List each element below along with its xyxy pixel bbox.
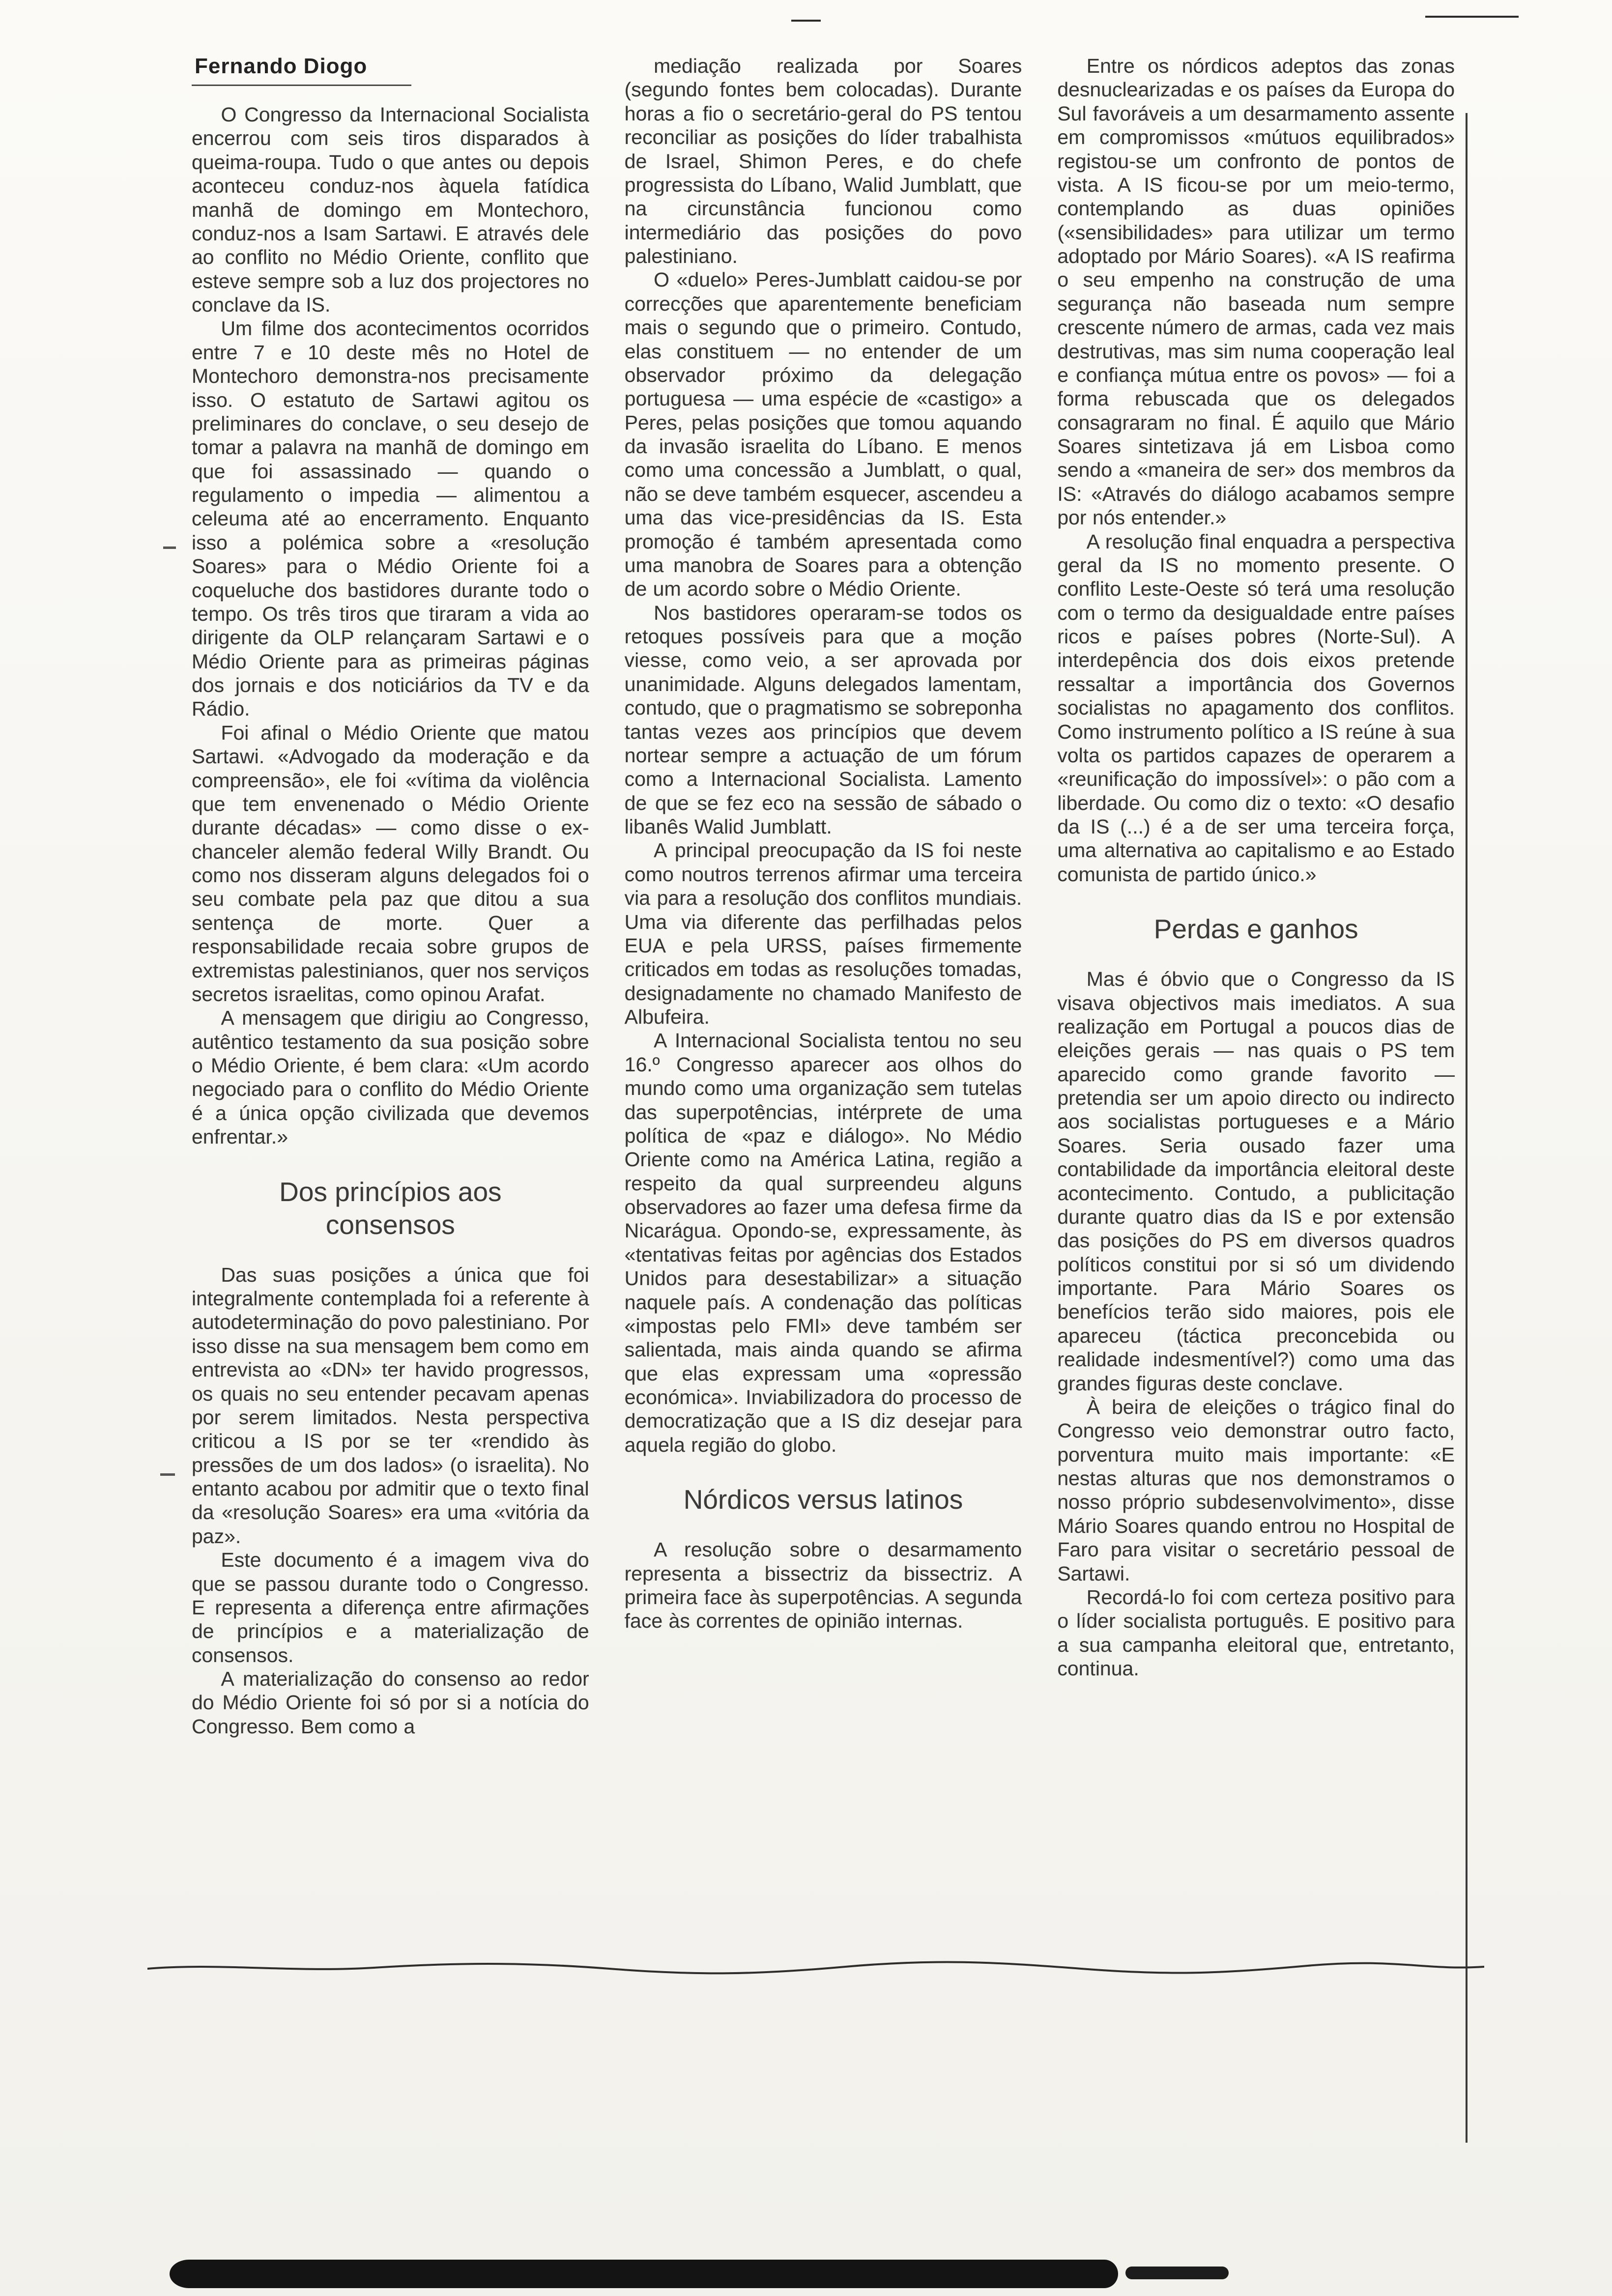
column-3: [1057, 54, 1455, 1680]
column-1: [192, 54, 589, 1738]
paragraph: A principal preocupação da IS foi neste como noutros terrenos afirmar uma terceira via para a resolução dos conflitos mundiais. Uma via diferente das perfilhadas pelos EUA e pela URSS, países firmemente criticados em todas as resoluções tomadas, designadamente no chamado Manifesto de Albufeira.: [624, 839, 1022, 1028]
section-heading-principios: Dos princípios aos consensos: [279, 1176, 502, 1240]
scan-edge-line: [791, 20, 821, 22]
paragraph: O Congresso da Internacional Socialista encerrou com seis tiros disparados à queima-roupa. Tudo o que antes ou depois aconteceu conduz-nos àquela fatídica manhã de domingo em Montechoro, conduz-nos a Isam Sartawi. E através dele ao conflito no Médio Oriente, conflito que esteve sempre sob a luz dos projectores no conclave da IS.: [192, 103, 589, 316]
paragraph: Mas é óbvio que o Congresso da IS visava objectivos mais imediatos. A sua realização em Portugal a poucos dias de eleições gerais — nas quais o PS tem aparecido como grande favorito — pretendia ser um apoio directo ou indirecto aos socialistas portugueses e a Mário Soares. Seria ousado fazer uma contabilidade da importância eleitoral deste acontecimento. Contudo, a publicitação durante quatro dias da IS e por extensão das posições do PS em diversos quadros políticos constitui por si só um dividendo importante. Para Mário Soares os benefícios terão sido maiores, pois ele apareceu (táctica preconcebida ou realidade indesmentível?) como uma das grandes figuras deste conclave.: [1057, 968, 1455, 1395]
article-body: [192, 54, 1455, 1738]
paragraph: Nos bastidores operaram-se todos os retoques possíveis para que a moção viesse, como veio, a ser aprovada por unanimidade. Alguns delegados lamentam, contudo, que o pragmatismo se sobreponha tantas vezes aos princípios que devem nortear sempre a actuação de um fórum como a Internacional Socialista. Lamento de que se fez eco na sessão de sábado o libanês Walid Jumblatt.: [624, 601, 1022, 838]
section-heading-nordicos: Nórdicos versus latinos: [683, 1484, 963, 1515]
column-rule-right: [1466, 113, 1468, 2143]
paragraph: Um filme dos acontecimentos ocorridos entre 7 e 10 deste mês no Hotel de Montechoro demonstra-nos precisamente isso. O estatuto de Sartawi agitou os preliminares do conclave, o seu desejo de tomar a palavra na manhã de domingo em que foi assassinado — quando o regulamento o impedia — alimentou a celeuma até ao encerramento. Enquanto isso a polémica sobre a «resolução Soares» para o Médio Oriente foi a coqueluche dos bastidores durante todo o tempo. Os três tiros que tiraram a vida ao dirigente da OLP relançaram Sartawi e o Médio Oriente para as primeiras páginas dos jornais e dos noticiários da TV e da Rádio.: [192, 317, 589, 720]
paragraph: A mensagem que dirigiu ao Congresso, autêntico testamento da sua posição sobre o Médio Oriente, é bem clara: «Um acordo negociado para o conflito do Médio Oriente é a única opção civilizada que devemos enfrentar.»: [192, 1006, 589, 1148]
section-heading-perdas: Perdas e ganhos: [1153, 914, 1358, 945]
paragraph: mediação realizada por Soares (segundo fontes bem colocadas). Durante horas a fio o secretário-geral do PS tentou reconciliar as posições do líder trabalhista de Israel, Shimon Peres, e do chefe progressista do Líbano, Walid Jumblatt, que na circunstância funcionou como intermediário das posições do povo palestiniano.: [624, 55, 1022, 267]
paragraph: A resolução final enquadra a perspectiva geral da IS no momento presente. O conflito Leste-Oeste só terá uma resolução com o termo da desigualdade entre países ricos e países pobres (Norte-Sul). A interdepência dos dois eixos pretende ressaltar a importância dos Governos socialistas no apagamento dos conflitos. Como instrumento político a IS reúne à sua volta os partidos capazes de operarem a «reunificação do impossível»: o pão com a liberdade. Ou como diz o texto: «O desafio da IS (...) é a de ser uma terceira força, uma alternativa ao capitalismo e ao Estado comunista de partido único.»: [1057, 530, 1455, 886]
paragraph: Foi afinal o Médio Oriente que matou Sartawi. «Advogado da moderação e da compreensão», ele foi «vítima da violência que tem envenenado o Médio Oriente durante décadas» — como disse o ex-chanceler alemão federal Willy Brandt. Ou como nos disseram alguns delegados foi o seu combate pela paz que ditou a sua sentença de morte. Quer a responsabilidade recaia sobre grupos de extremistas palestinianos, quer nos serviços secretos israelitas, como opinou Arafat.: [192, 721, 589, 1005]
bottom-rule-squiggle: [147, 1960, 1484, 1977]
paragraph: Entre os nórdicos adeptos das zonas desnuclearizadas e os países da Europa do Sul favoráveis a um desarmamento assente em compromissos «mútuos equilibrados» registou-se um confronto de pontos de vista. A IS ficou-se por um meio-termo, contemplando as duas opiniões («sensibilidades» para utilizar um termo adoptado por Mário Soares). «A IS reafirma o seu empenho na construção de uma segurança não baseada num sempre crescente número de armas, cada vez mais destrutivas, mas sim numa cooperação leal e confiança mútua entre os povos» — foi a forma rebuscada que os delegados consagraram no final. É aquilo que Mário Soares sintetizava já em Lisboa como sendo a «maneira de ser» dos membros da IS: «Através do diálogo acabamos sempre por nós entender.»: [1057, 55, 1455, 529]
scan-bottom-bar: [170, 2260, 1118, 2288]
paragraph: Este documento é a imagem viva do que se passou durante todo o Congresso. E representa a diferença entre afirmações de princípios e a materialização de consensos.: [192, 1549, 589, 1666]
scan-edge-line: [1425, 16, 1519, 18]
byline: Fernando Diogo: [192, 54, 411, 86]
paragraph: A Internacional Socialista tentou no seu 16.º Congresso aparecer aos olhos do mundo como uma organização sem tutelas das superpotências, intérprete de uma política de «paz e diálogo». No Médio Oriente como na América Latina, região a respeito da qual surpreendeu alguns observadores ao fazer uma defesa firme da Nicarágua. Opondo-se, expressamente, às «tentativas feitas por agências dos Estados Unidos para desestabilizar» a situação naquele país. A condenação das políticas «impostas pelo FMI» deve também ser salientada, mais ainda quando se afirma que elas expressam uma «opressão económica». Inviabilizadora do processo de democratização que a IS diz desejar para aquela região do globo.: [624, 1029, 1022, 1456]
paragraph: A materialização do consenso ao redor do Médio Oriente foi só por si a notícia do Congresso. Bem como a: [192, 1667, 589, 1738]
paragraph: À beira de eleições o trágico final do Congresso veio demonstrar outro facto, porventura muito mais importante: «E nestas alturas que nos demonstramos o nosso próprio subdesenvolvimento», disse Mário Soares quando entrou no Hospital de Faro para visitar o secretário pessoal de Sartawi.: [1057, 1395, 1455, 1585]
margin-mark: [163, 546, 176, 549]
column-2: [625, 54, 1022, 1633]
paragraph: Das suas posições a única que foi integralmente contemplada foi a referente à autodeterminação do povo palestiniano. Por isso disse na sua mensagem bem como em entrevista ao «DN» ter havido progressos, os quais no seu entender pecavam apenas por serem limitados. Nesta perspectiva criticou a IS por se ter «rendido às pressões de um dos lados» (o israelita). No entanto acabou por admitir que o texto final da «resolução Soares» era uma «vitória da paz».: [192, 1263, 589, 1548]
margin-mark: [160, 1473, 175, 1476]
paragraph: A resolução sobre o desarmamento representa a bissectriz da bissectriz. A primeira face às superpotências. A segunda face às correntes de opinião internas.: [624, 1538, 1022, 1633]
scan-bottom-bar: [1125, 2267, 1229, 2279]
paragraph: O «duelo» Peres-Jumblatt caidou-se por correcções que aparentemente beneficiam mais o segundo que o primeiro. Contudo, elas constituem — no entender de um observador próximo da delegação portuguesa — uma espécie de «castigo» a Peres, pelas posições que tomou aquando da invasão israelita do Líbano. E menos como uma concessão a Jumblatt, o qual, não se deve também esquecer, ascendeu a uma das vice-presidências da IS. Esta promoção é também apresentada como uma manobra de Soares para a obtenção de um acordo sobre o Médio Oriente.: [624, 268, 1022, 601]
paragraph: Recordá-lo foi com certeza positivo para o líder socialista português. E positivo para a sua campanha eleitoral que, entretanto, continua.: [1057, 1585, 1455, 1680]
